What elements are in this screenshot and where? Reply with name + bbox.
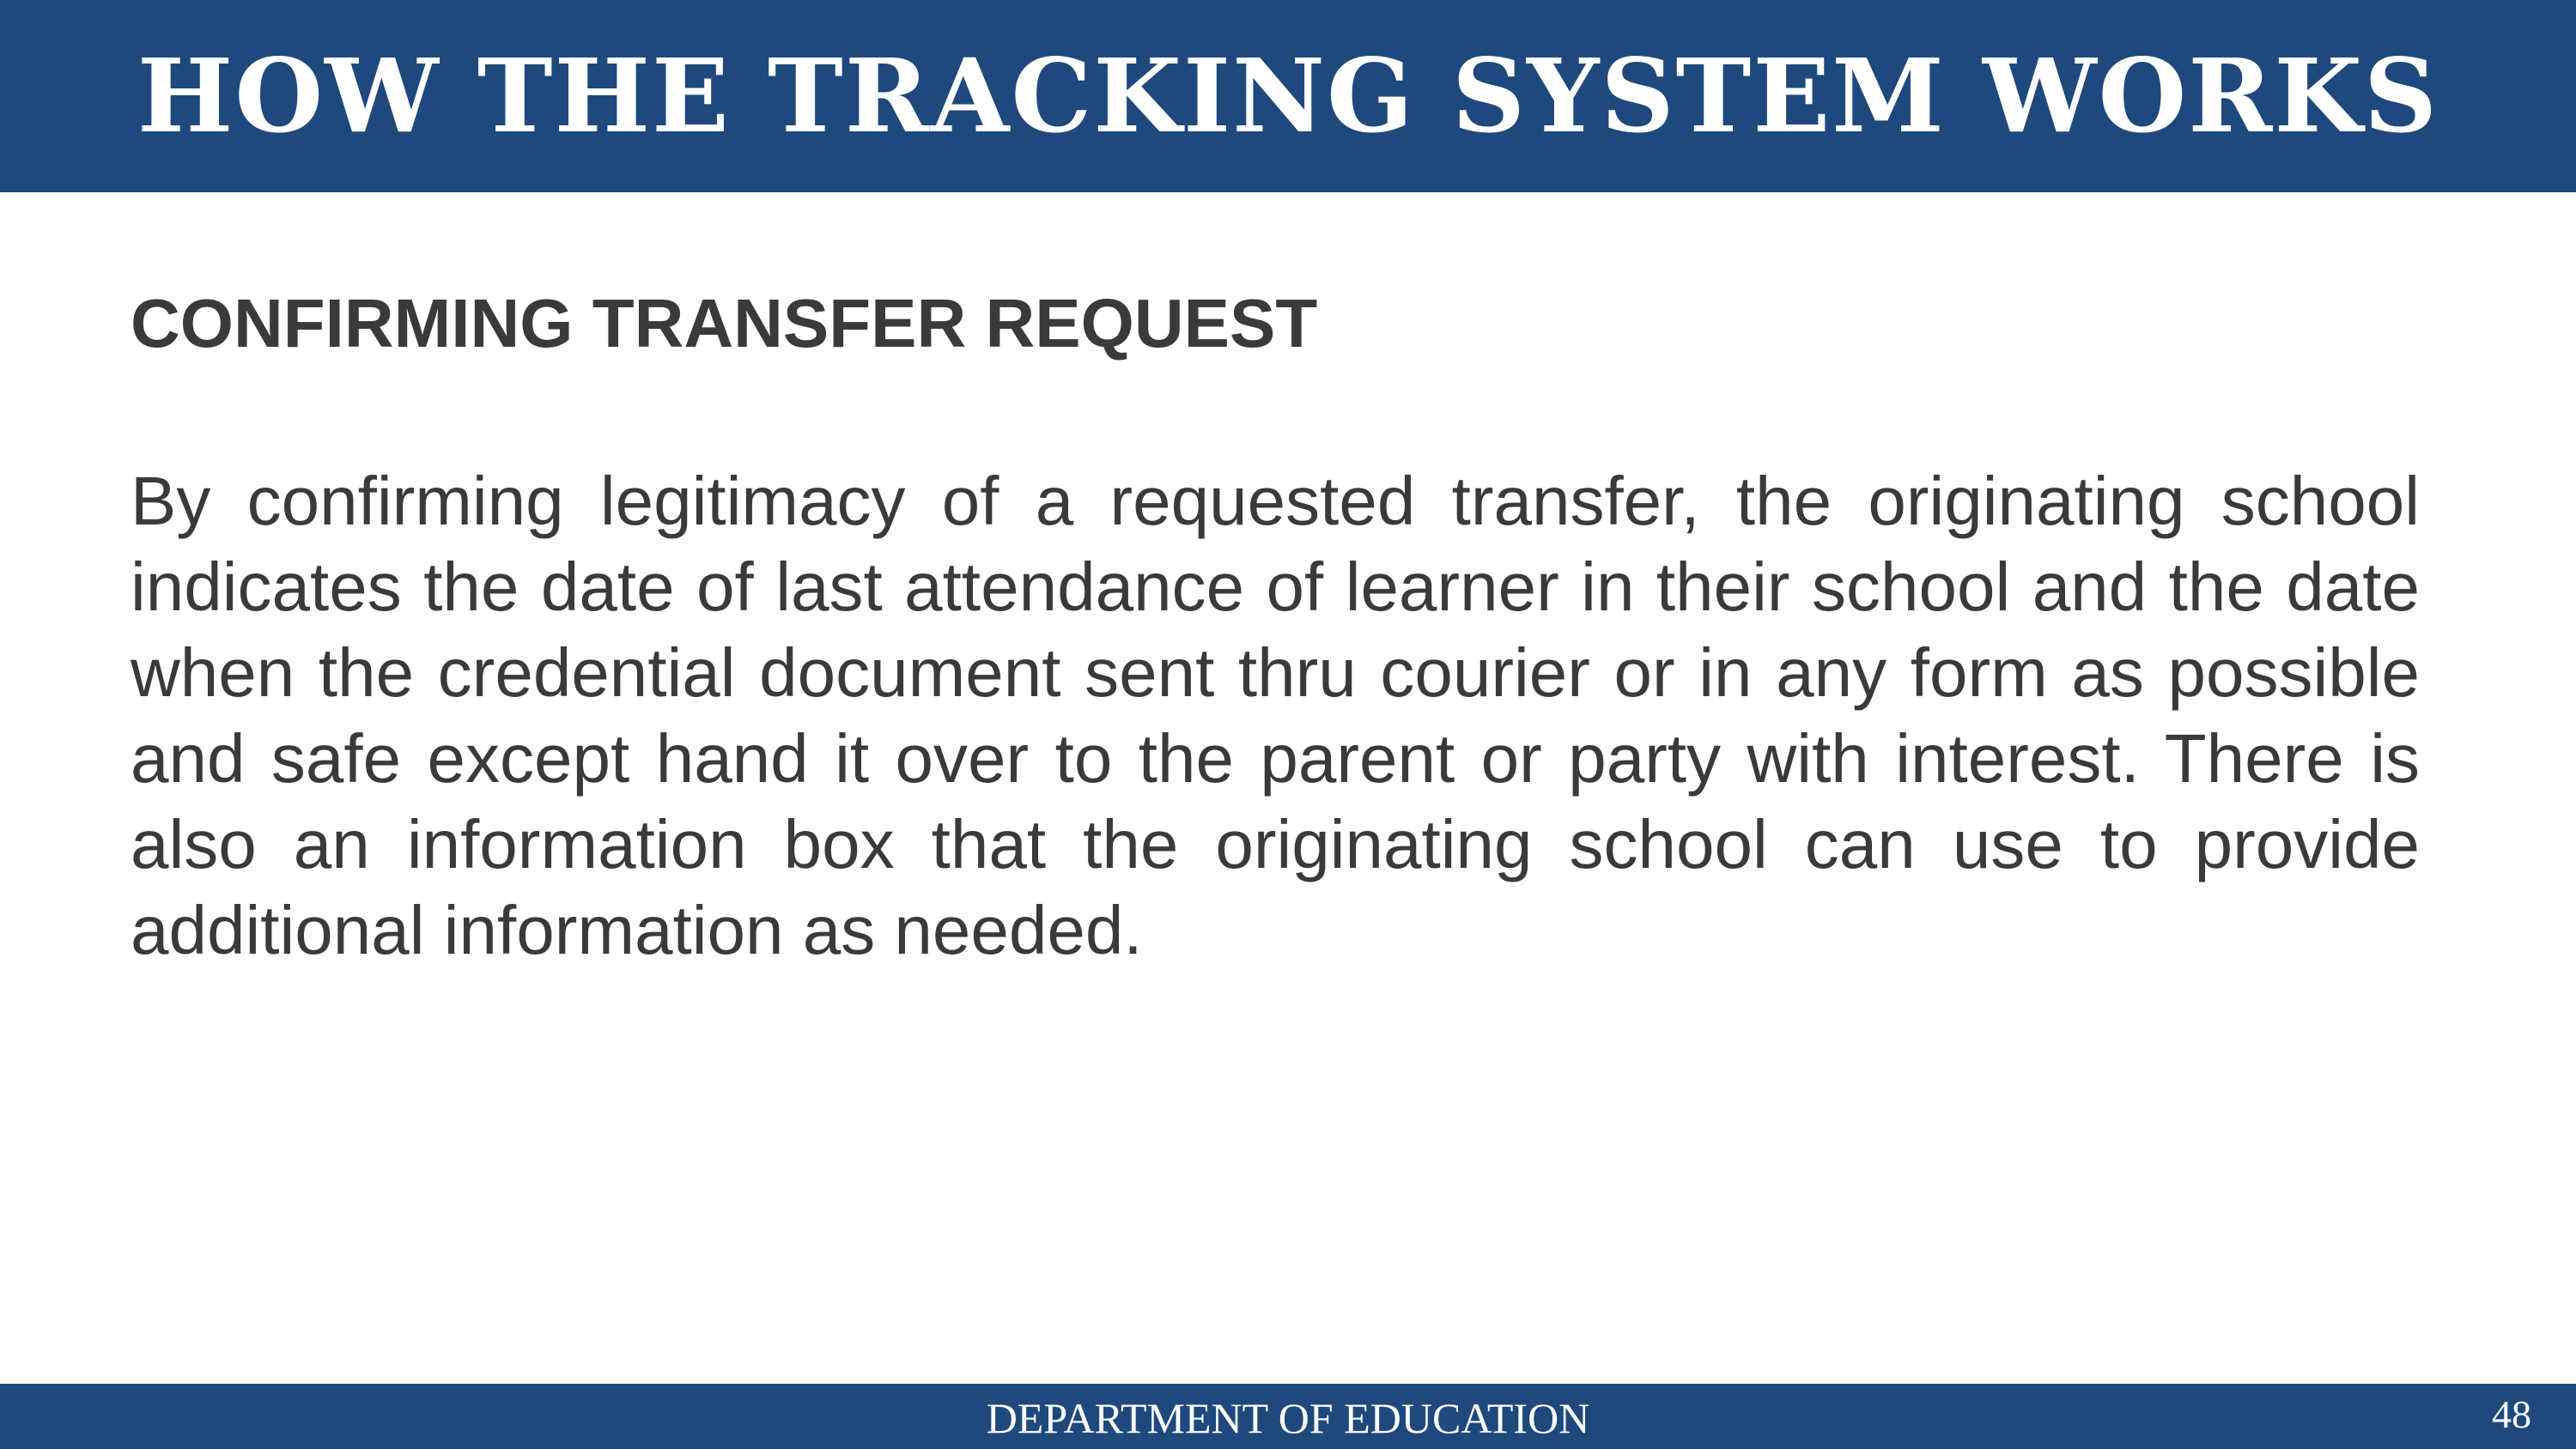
header-bar	[0, 0, 2576, 192]
page-number: 48	[2492, 1392, 2531, 1436]
slide-title: HOW THE TRACKING SYSTEM WORKS	[137, 36, 2439, 155]
footer-bar	[0, 1384, 2576, 1449]
section-heading: CONFIRMING TRANSFER REQUEST	[131, 285, 1318, 361]
body-paragraph: By confirming legitimacy of a requested transfer, the originating school indicates the date of last attendance of learner in their school and the date when the credential document sent thru courier or in any form as possible and safe except hand it over to the parent or party with interest. There is also an information box that the originating school can use to provide additional information as needed.	[131, 463, 2420, 968]
footer-organization: DEPARTMENT OF EDUCATION	[986, 1394, 1590, 1442]
